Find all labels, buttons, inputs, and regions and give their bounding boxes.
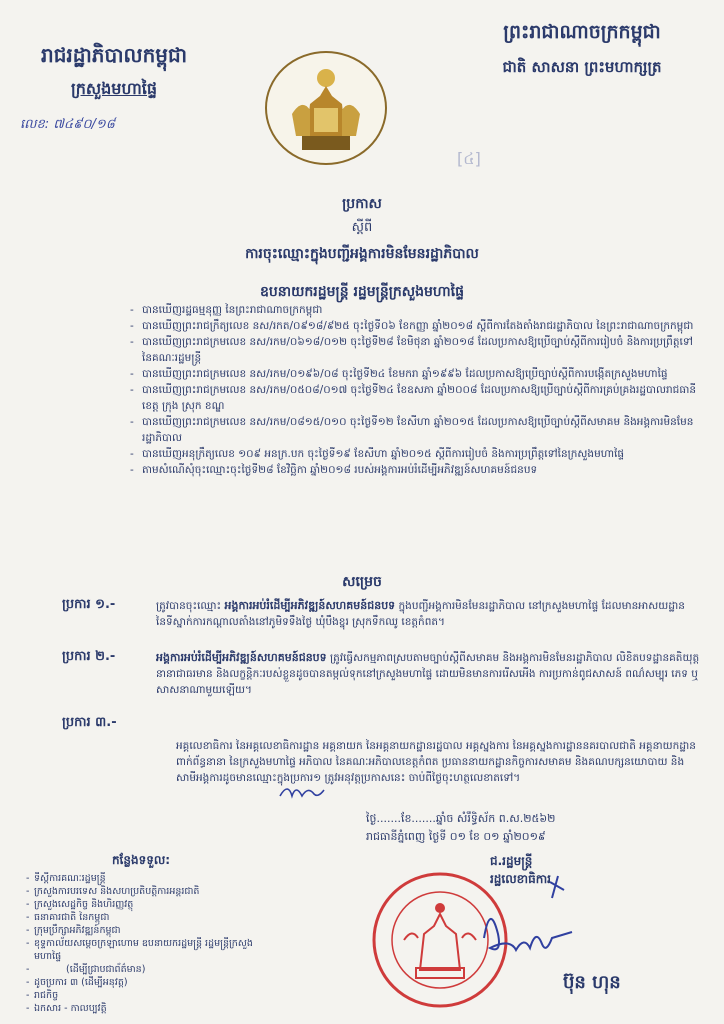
recipient-item: - ខុទ្ទកាល័យសម្តេចក្រឡាហោម ឧបនាយករដ្ឋមន្ត្រី រដ្ឋមន្ត្រីក្រសួងមហាផ្ទៃ xyxy=(26,937,256,963)
visa-item: - បានឃើញព្រះរាជក្រមលេខ នស/រកម/០១៩៦/០៨ ចុះថ្ងៃទី២៤ ខែមករា ឆ្នាំ១៩៩៦ ដែលប្រកាសឱ្យប្រើច្បាប់ស្តីពីការបង្កើតក្រសួងមហាផ្ទៃ xyxy=(130,366,700,382)
organization-name: អង្គការអប់រំដើម្បីអភិវឌ្ឍន៍សហគមន៍ជនបទ xyxy=(224,599,396,612)
article-1-body: ក្នុងបញ្ជីអង្គការមិនមែនរដ្ឋាភិបាល នៅក្រសួងមហាផ្ទៃ ដែលមានអាសយដ្ឋាន នៃទីស្នាក់ការកណ្តាលតាំងនៅភូមិទទឹងថ្ងៃ ឃុំបឹងខ្នុរ ស្រុកទឹកឈូ ខេត្តកំពត។ xyxy=(156,600,685,628)
issuing-authority: ឧបនាយករដ្ឋមន្ត្រី រដ្ឋមន្ត្រីក្រសួងមហាផ្ទៃ xyxy=(259,284,464,300)
document-type: ប្រកាស xyxy=(342,196,382,212)
recipient-item: - ដូចប្រការ ៣ (ដើម្បីអនុវត្ត) xyxy=(26,976,256,989)
visa-item: - បានឃើញព្រះរាជក្រមលេខ នស/រកម/០៨១៥/០១០ ចុះថ្ងៃទី១២ ខែសីហា ឆ្នាំ២០១៥ ដែលប្រកាសឱ្យប្រើច្បាប់ស្តីពីសមាគម និងអង្គការមិនមែនរដ្ឋាភិបាល xyxy=(130,414,700,446)
recipients-list xyxy=(26,852,256,1015)
article-3-text: អគ្គលេខាធិការ នៃអគ្គលេខាធិការដ្ឋាន អគ្គនាយក នៃអគ្គនាយកដ្ឋានរដ្ឋបាល អគ្គស្នងការ នៃអគ្គស្នងការដ្ឋាននគរបាលជាតិ អគ្គនាយកដ្ឋានពាក់ព័ន្ធនានា នៃក្រសួងមហាផ្ទៃ អភិបាល នៃគណៈអភិបាលខេត្តកំពត ប្រធាននាយកដ្ឋានកិច្ចការសមាគម និងគណបក្សនយោបាយ និងសាមីអង្គការដូចមានឈ្មោះក្នុងប្រការ១ ត្រូវអនុវត្តប្រកាសនេះ ចាប់ពីថ្ងៃចុះហត្ថលេខាតទៅ។ xyxy=(176,740,696,784)
visa-item: - បានឃើញព្រះរាជក្រឹត្យលេខ នស/រកត/០៩១៨/៩២៥ ចុះថ្ងៃទី០៦ ខែកញ្ញា ឆ្នាំ២០១៨ ស្តីពីការតែងតាំងរាជរដ្ឋាភិបាល នៃព្រះរាជាណាចក្រកម្ពុជា xyxy=(130,318,700,334)
royal-emblem-logo xyxy=(262,48,390,168)
ministry-name: ក្រសួងមហាផ្ទៃ xyxy=(70,79,157,98)
recipient-item: - ទីស្តីការគណៈរដ្ឋមន្ត្រី xyxy=(26,872,256,885)
signatory-name: ប៊ុន ហុន xyxy=(563,972,621,993)
visa-item: - តាមសំណើសុំចុះឈ្មោះចុះថ្ងៃទី២៨ ខែវិច្ឆិកា ឆ្នាំ២០១៨ របស់អង្គការអប់រំដើម្បីអភិវឌ្ឍន៍សហគមន៍ជនបទ xyxy=(130,462,700,478)
solar-date: រាជធានីភ្នំពេញ ថ្ងៃទី ០១ ខែ ០១ ឆ្នាំ២០១៩ xyxy=(366,830,546,843)
article-3-label: ប្រការ ៣.- xyxy=(62,715,117,730)
date-block xyxy=(366,810,706,846)
recipient-item: - (ដើម្បីជ្រាបជាព័ត៌មាន) xyxy=(26,963,256,976)
document-about: ស្តីពី xyxy=(351,220,373,235)
article-1-label: ប្រការ ១.- xyxy=(62,597,116,612)
secretary-title: រដ្ឋលេខាធិការ xyxy=(490,872,551,886)
article-2-label: ប្រការ ២.- xyxy=(62,649,116,664)
handwritten-initial xyxy=(278,780,328,804)
article-1-lead: ត្រូវបានចុះឈ្មោះ xyxy=(156,600,225,612)
recipient-item: - ក្រសួងសេដ្ឋកិច្ច និងហិរញ្ញវត្ថុ xyxy=(26,898,256,911)
kingdom-header xyxy=(462,20,702,80)
visa-item: - បានឃើញព្រះរាជក្រមលេខ នស/រកម/០៦១៨/០១២ ចុះថ្ងៃទី២៨ ខែមិថុនា ឆ្នាំ២០១៨ ដែលប្រកាសឱ្យប្រើច្បាប់ស្តីពីការរៀបចំ និងការប្រព្រឹត្តទៅ នៃគណៈរដ្ឋមន្ត្រី xyxy=(130,334,700,366)
issuing-ministry-header xyxy=(14,42,214,102)
article-2-body: ត្រូវធ្វើសកម្មភាពស្របតាមច្បាប់ស្តីពីសមាគម និងអង្គការមិនមែនរដ្ឋាភិបាល លិខិតបទដ្ឋានគតិយុត្តនានាជាធរមាន និងលក្ខន្តិកៈរបស់ខ្លួនដូចបានតម្កល់ទុកនៅក្រសួងមហាផ្ទៃ ដោយមិនមានការរើសអើង ការប្រកាន់ពូជសាសន៍ ពណ៌សម្បុរ ភេទ ឬសាសនាណាមួយឡើយ។ xyxy=(156,652,700,696)
registry-mark: [៤] xyxy=(457,149,481,168)
recipient-item: - ធនាគារជាតិ នៃកម្ពុជា xyxy=(26,911,256,924)
article-1-text xyxy=(156,598,704,630)
minister-title: ជ.រដ្ឋមន្ត្រី xyxy=(490,854,533,868)
recipients-title: កន្លែងទទួល: xyxy=(111,853,171,867)
organization-name: អង្គការអប់រំដើម្បីអភិវឌ្ឍន៍សហគមន៍ជនបទ xyxy=(156,651,327,664)
visa-item: - បានឃើញព្រះរាជក្រមលេខ នស/រកម/០៥០៨/០១៧ ចុះថ្ងៃទី២៤ ខែឧសភា ឆ្នាំ២០០៨ ដែលប្រកាសឱ្យប្រើច្បាប់ស្តីពីការគ្រប់គ្រងរដ្ឋបាលរាជធានី ខេត្ត ក្រុង ស្រុក ខណ្ឌ xyxy=(130,382,700,414)
visa-item: - បានឃើញរដ្ឋធម្មនុញ្ញ នៃព្រះរាជាណាចក្រកម្ពុជា xyxy=(130,302,700,318)
reference-number: លេខ: ៧៤៩០/១៨ xyxy=(20,117,115,132)
recipient-item: - ឯកសារ - កាលប្បវត្តិ xyxy=(26,1002,256,1015)
recipient-item: - ក្រុមប្រឹក្សាអភិវឌ្ឍន៍កម្ពុជា xyxy=(26,924,256,937)
kingdom-name: ព្រះរាជាណាចក្រកម្ពុជា xyxy=(503,21,661,43)
recipient-item: - រាជកិច្ច xyxy=(26,989,256,1002)
document-subject: ការចុះឈ្មោះក្នុងបញ្ជីអង្គការមិនមែនរដ្ឋាភិបាល xyxy=(245,246,479,262)
lunar-date: ថ្ងៃ.......ខែ.......ឆ្នាំច សំរឹទ្ធិស័ក ព.ស.២៥៦២ xyxy=(366,812,556,825)
government-name: រាជរដ្ឋាភិបាលកម្ពុជា xyxy=(41,43,187,67)
handwritten-signature xyxy=(480,868,600,968)
document-title xyxy=(0,194,724,265)
article-2-text xyxy=(156,650,704,698)
recipient-item: - ក្រសួងការបរទេស និងសហប្រតិបត្តិការអន្តរជាតិ xyxy=(26,885,256,898)
legal-basis-list xyxy=(130,302,700,478)
decides-heading: សម្រេច xyxy=(342,574,382,590)
national-motto: ជាតិ សាសនា ព្រះមហាក្សត្រ xyxy=(502,58,662,76)
visa-item: - បានឃើញអនុក្រឹត្យលេខ ១០៩ អនក្រ.បក ចុះថ្ងៃទី១៩ ខែសីហា ឆ្នាំ២០១៥ ស្តីពីការរៀបចំ និងការប្រព្រឹត្តទៅនៃក្រសួងមហាផ្ទៃ xyxy=(130,446,700,462)
